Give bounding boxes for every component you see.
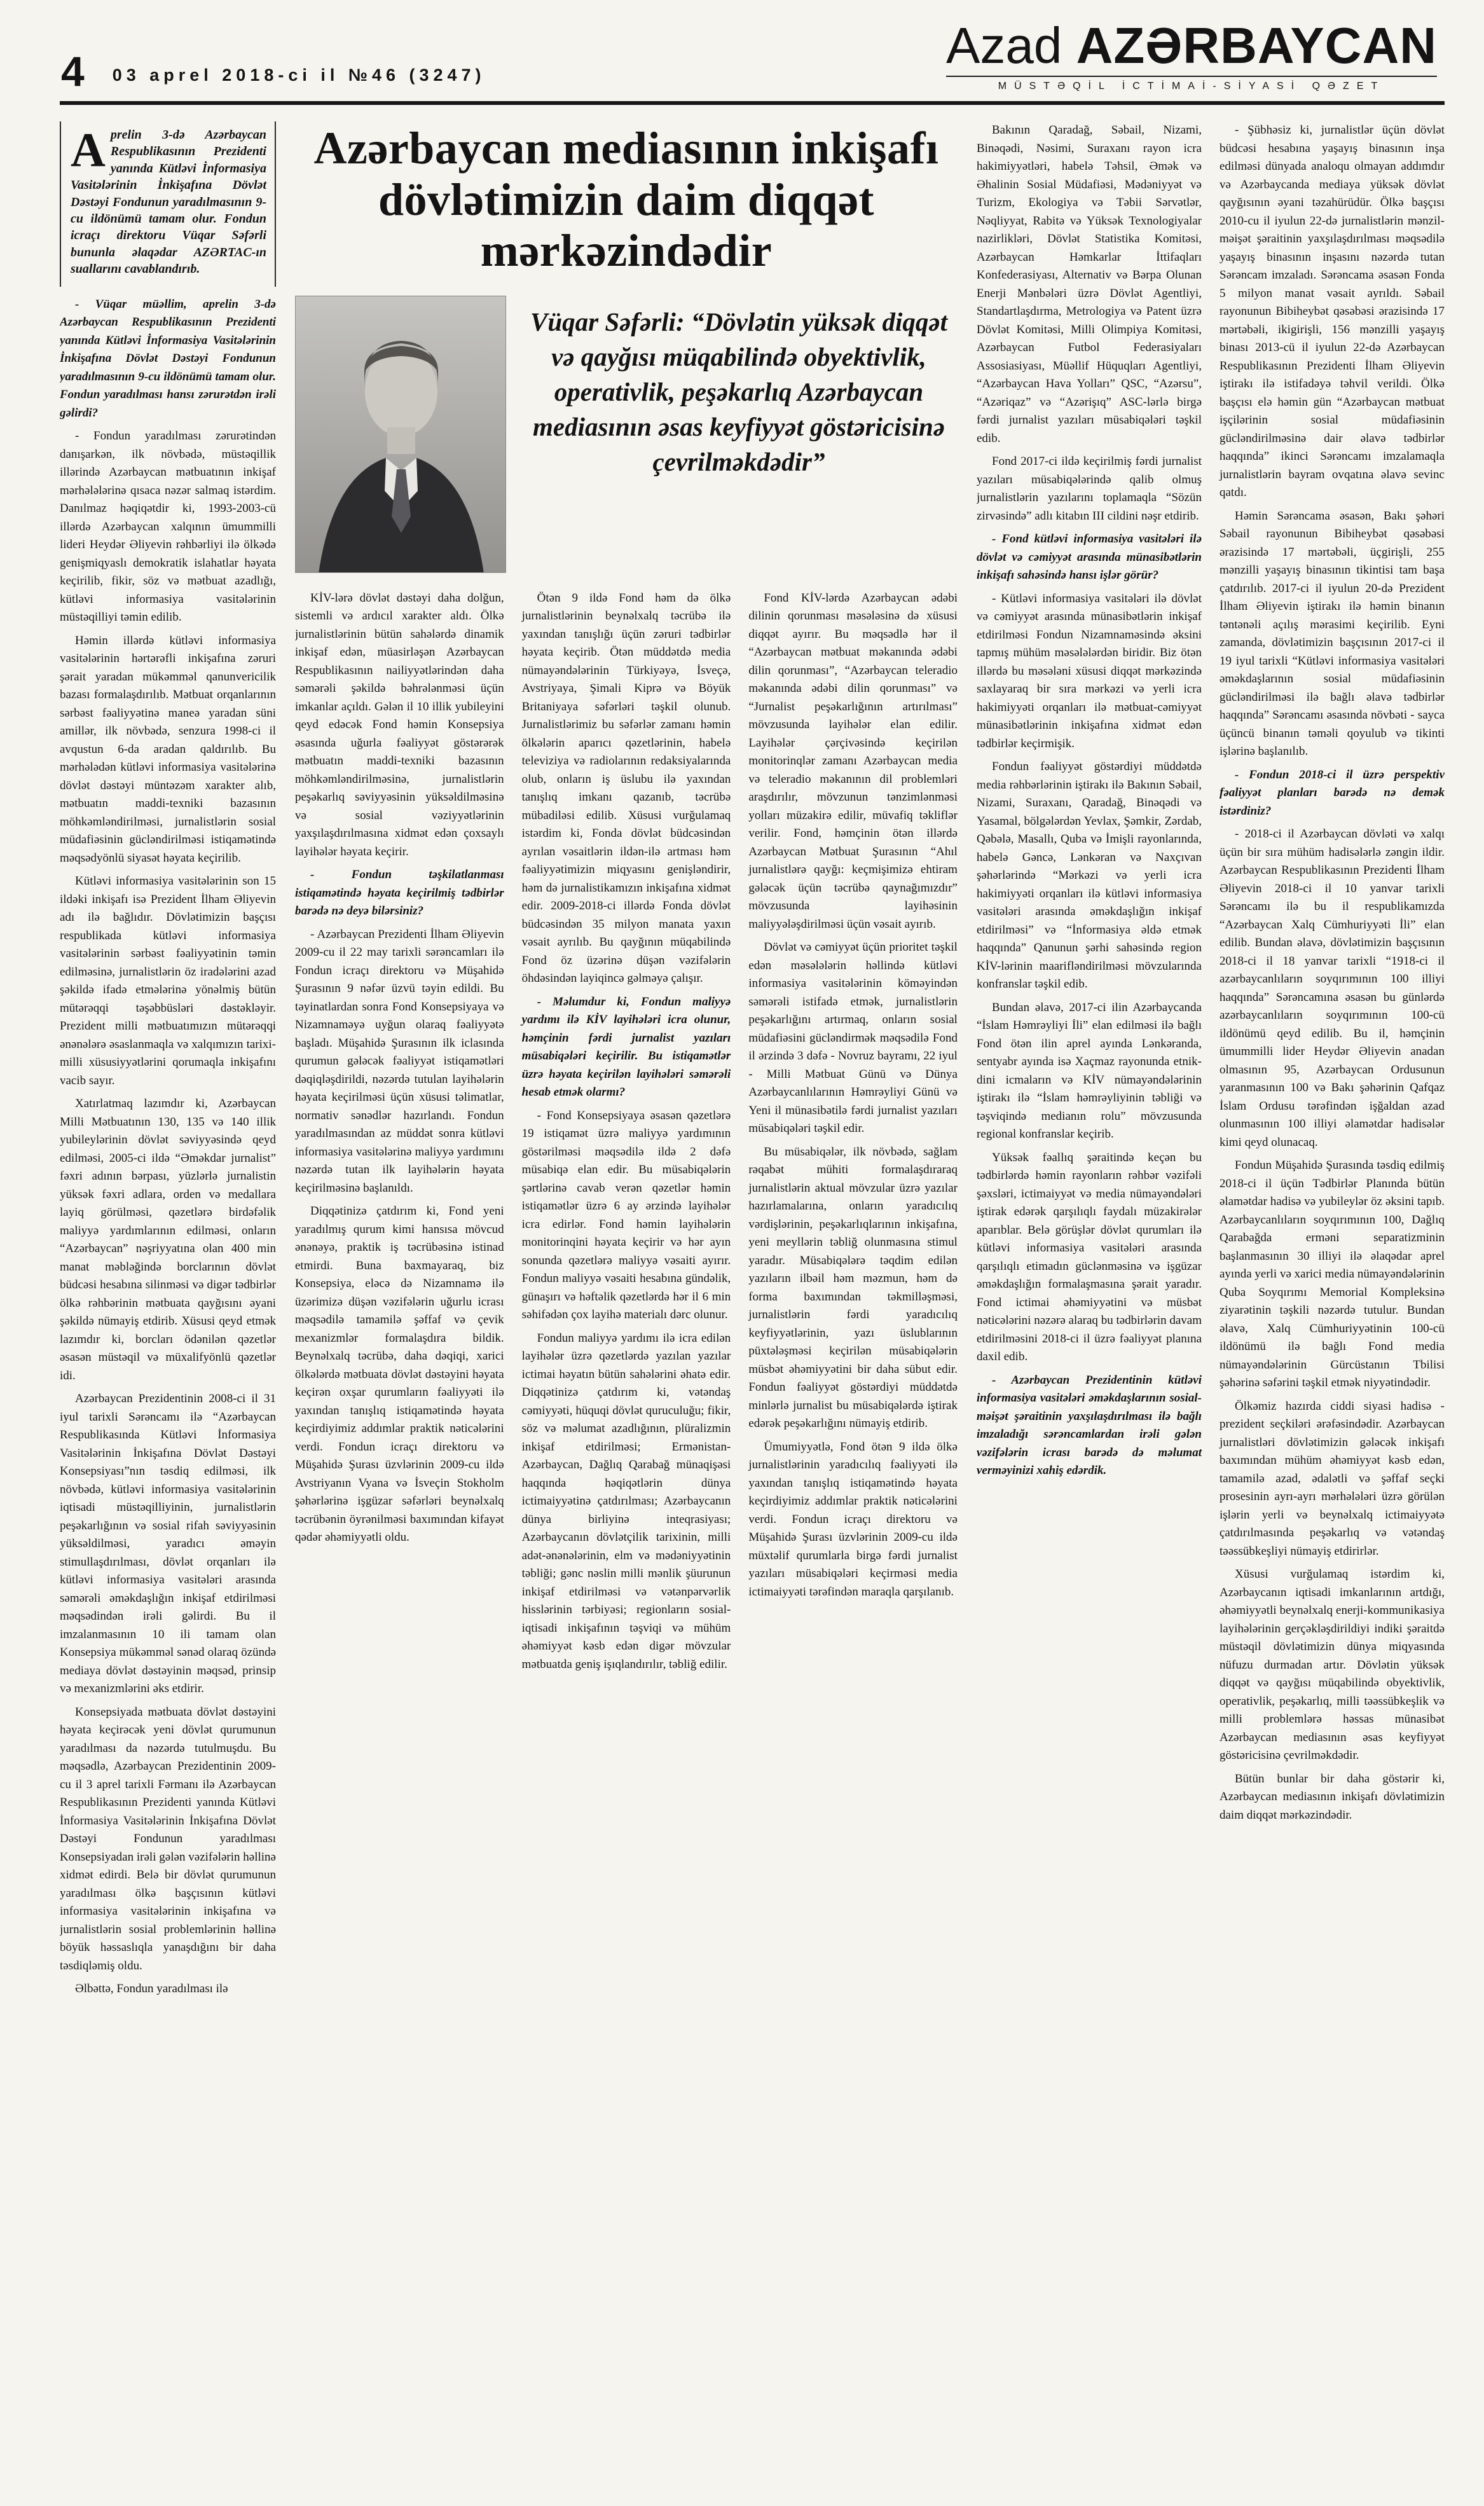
article-paragraph: Həmin illərdə kütləvi informasiya vasitələrinin hərtərəfli inkişafına zəruri şərait yaradan mükəmməl qanunvericilik bazası formalaşdırılıb. Mətbuat orqanlarının sərbəst fəaliyyətinə maneə yaradan süni amillər, ilk növbədə, senzura 1998-ci il avqustun 6-da aradan qaldırılıb. Bu mərhələdən kütləvi informasiya vasitələrinə dövlət dəstəyi müntəzəm xarakter alıb, mətbuatın maddi-texniki bazasının möhkəmləndirilməsi, jurnalistlərin sosial müdafiəsinin gücləndirilməsi istiqamətində məqsədyönlü siyasət həyata keçirilib. [60,633,276,865]
interview-question: - Fond kütləvi informasiya vasitələri ilə dövlət və cəmiyyət arasında münasibətlərin inkişafı sahəsində hansı işlər görür? [977,532,1202,582]
newspaper-subtitle: MÜSTƏQİL İCTİMAİ-SİYASİ QƏZET [946,76,1437,92]
article-paragraph: Bundan əlavə, 2017-ci ilin Azərbaycanda “İslam Həmrəyliyi İli” elan edilməsi ilə bağlı Fond ötən ilin aprel ayında Lənkəranda, sentyabr ayında isə Xaçmaz rayonunda etnik-dini icmaların və KİV nümayəndələrinin iştirakı ilə “İslam həmrəyliyinin təbliği və təşviqində medianın rolu” mövzusunda regional konfranslar keçirib. [977,1000,1202,1141]
article-paragraph: Ölkəmiz hazırda ciddi siyasi hadisə - prezident seçkiləri ərəfəsindədir. Azərbaycan jurnalistləri dövlətimizin gələcək inkişafı baxımından mühüm əhəmiyyət kəsb edən, tamamilə azad, ədalətli və şəffaf seçki prosesinin ayrı-ayrı mərhələləri üzrə görülən işlərin yerli və beynəlxalq ictimaiyyətə çatdırılmasında peşəkarlıq və vətəndaş təəssübkeşliyi nümayiş etdirirlər. [1219,1399,1445,1558]
article-body [60,121,1445,2436]
interview-question: - Məlumdur ki, Fondun maliyyə yardımı ilə KİV layihələri icra olunur, həmçinin fərdi jurnalist yazıları müsabiqələri keçirilir. Bu istiqamətlər üzrə həyata keçirilən layihələri səmərəli hesab etmək olarmı? [521,995,731,1099]
article-lead: Aprelin 3-də Azərbaycan Respublikasının Prezidenti yanında Kütləvi İnformasiya Vasitələrinin İnkişafına Dövlət Dəstəyi Fondunun yaradılmasının 9-cu ildönümü tamam olur. Fondun icraçı direktoru Vüqar Səfərli bununla əlaqədar AZƏRTAC-ın suallarını cavablandırıb. [60,121,276,287]
article-paragraph: Yüksək fəallıq şəraitində keçən bu tədbirlərdə həmin rayonların rəhbər vəzifəli şəxsləri, ictimaiyyət və media nümayəndələri iştirak edərək qarşılıqlı faydalı müzakirələr aparıblar. Belə görüşlər dövlət qurumları ilə kütləvi informasiya vasitələri arasında qarşılıqlı etimadın güclənməsinə və işgüzar əməkdaşlığın formalaşmasına şərait yaradır. Fond ictimai əhəmiyyətini və müsbət nəticələrini nəzərə alaraq bu tədbirlərin davam etdirilməsini 2018-ci il üzrə fəaliyyət planına daxil edib. [977,1150,1202,1363]
pull-quote-text: “Dövlətin yüksək diqqət və qayğısı müqabilində obyektivlik, operativlik, peşəkarlıq Azərbaycan mediasının əsas keyfiyyət göstəricisinə çevrilməkdədir” [533,306,947,476]
article-paragraph: Azərbaycan Prezidentinin 2008-ci il 31 iyul tarixli Sərəncamı ilə “Azərbaycan Respublikasında Kütləvi İnformasiya Vasitələrinin İnkişafına Dövlət Dəstəyi Konsepsiyası”nın təsdiq edilməsi, ilk növbədə, kütləvi informasiya vasitələrinin iqtisadi müstəqilliyinin, jurnalistlərin peşəkarlığının və sosial rifah səviyyəsinin yüksəldilməsi, yaradıcı əməyin stimullaşdırılması, dövlət orqanları ilə kütləvi informasiya vasitələri arasında səmərəli əməkdaşlığın inkişaf etdirilməsi məqsədindən irəli gəlirdi. Bu il imzalanmasının 10 ili tamam olan Konsepsiya mükəmməl sənəd olaraq özündə mediaya dövlət dəstəyinin məqsəd, prinsip və mexanizmlərini əks etdirir. [60,1392,276,1696]
article-paragraph: - Fondun yaradılması zərurətindən danışarkən, ilk növbədə, müstəqillik illərində Azərbaycan mətbuatının inkişaf mərhələlərinə qısaca nəzər salmaq istərdim. Danılmaz həqiqətdir ki, 1993-2003-cü illərdə Azərbaycan xalqının ümummilli lideri Heydər Əliyevin rəhbərliyi ilə ölkədə genişmiqyaslı demokratik islahatlar həyata keçirilib, fikir, söz və mətbuat azadlığı, kütləvi informasiya vasitələrinin müstəqilliyi təmin edilib. [60,429,276,624]
article-paragraph: KİV-lərə dövlət dəstəyi daha dolğun, sistemli və ardıcıl xarakter aldı. Ölkə jurnalistlərinin bütün sahələrdə dinamik inkişaf edən, müasirləşən Azərbaycan Respublikasının nailiyyətlərindən daha səmərəli şəkildə bəhrələnməsi üçün imkanlar açıldı. Gələn il 10 illik yubileyini qeyd edəcək Fond həmin Konsepsiya əsasında uğurla fəaliyyət göstərərək mətbuatın maddi-texniki bazasının möhkəmləndirilməsinə, jurnalistlərin peşəkarlıq səviyyəsinin yüksəldilməsinə və sosial vəziyyətlərinin yaxşılaşdırılmasına xidmət edən çoxsaylı layihələr həyata keçirir. [295,591,504,858]
dateline: 03 aprel 2018-ci il №46 (3247) [112,65,486,85]
newspaper-title [946,17,1437,74]
column-left [60,121,276,2436]
column-right [977,121,1445,2436]
header-left [61,48,486,95]
interview-question: - Vüqar müəllim, aprelin 3-də Azərbaycan Respublikasının Prezidenti yanında Kütləvi İnformasiya Vasitələrinin İnkişafına Dövlət Dəstəyi Fondunun yaradılmasının 9-cu ildönümü tamam olur. Fondun yaradılması hansı zərurətdən irəli gəlirdi? [60,297,276,420]
feature-block [295,296,958,573]
left-column-text [60,296,276,1999]
page-header [60,17,1445,99]
interview-question: - Fondun 2018-ci il üzrə perspektiv fəaliyyət planları barədə nə demək istərdiniz? [1219,768,1445,818]
article-paragraph: - Şübhəsiz ki, jurnalistlər üçün dövlət büdcəsi hesabına yaşayış binasının inşa edilməsi dünyada analoqu olmayan addımdır və Azərbaycanda mediaya yüksək dövlət qayğısının əyani təzahürüdür. Ölkə başçısı 2010-cu il iyulun 22-də jurnalistlərin mənzil-məişət şəraitinin yaxşılaşdırılması məqsədilə yaşayış binasının inşasını nəzərdə tutan Sərəncam imzaladı. Sərəncama əsasən Fonda 5 milyon manat vəsait ayrıldı. Səbail rayonunun Bibiheybət qəsəbəsi ərazisində 17 mərtəbəli, ikigirişli, 156 mənzilli yaşayış binası 2013-cü il iyulun 22-də Azərbaycan Respublikasının Prezidenti İlham Əliyevin iştirakı ilə istifadəyə təhvil verildi. Ölkə başçısı elə həmin gün “Azərbaycan mətbuat işçilərinin sosial müdafiəsinin gücləndirilməsinə dair əlavə tədbirlər haqqında” ikinci Sərəncamı imzalamaqla jurnalistlərin bayram ovqatına əlavə sevinc qatdı. [1219,123,1445,499]
article-paragraph: Konsepsiyada mətbuata dövlət dəstəyini həyata keçirəcək yeni dövlət qurumunun yaradılması da nəzərdə tutulmuşdu. Bu məqsədlə, Azərbaycan Prezidentinin 2009-cu il 3 aprel tarixli Fərmanı ilə Azərbaycan Respublikasının Prezidenti yanında Kütləvi İnformasiya Vasitələrinin İnkişafına Dövlət Dəstəyi Fondunun yaradılması Konsepsiyadan irəli gələn vəzifələrin həllinə xidmət edirdi. Belə bir dövlət qurumunun yaradılması ölkə başçısının kütləvi informasiya vasitələrinin inkişafına və jurnalistlərin sosial problemlərinin həllinə böyük həssaslıqla yanaşdığını bir daha təsdiqləmiş oldu. [60,1705,276,1972]
article-paragraph: Xüsusi vurğulamaq istərdim ki, Azərbaycanın iqtisadi imkanlarının artdığı, əhəmiyyətli beynəlxalq enerji-kommunikasiya layihələrinin gerçəkləşdirildiyi indiki şəraitdə müstəqil dövlətimizin dünya miqyasında nüfuzu durmadan artır. Dövlətin yüksək diqqət və qayğısı müqabilində obyektivlik, operativlik, peşəkarlıq, milli təəssübkeşlik və milli problemlərə həssas münasibət Azərbaycan mediasının əsas keyfiyyət göstəricisinə çevrilməkdədir. [1219,1567,1445,1762]
article-paragraph: Həmin Sərəncama əsasən, Bakı şəhəri Səbail rayonunun Bibiheybət qəsəbəsi ərazisində 17 mərtəbəli, üçgirişli, 255 mənzilli yaşayış binasının tikintisi tam başa çatdırılıb. 2017-ci il iyulun 20-də Prezident İlham Əliyevin iştirakı ilə həmin binanın təntənəli açılış mərasimi keçirilib. Eyni zamanda, dövlətimizin başçısının 2017-ci il 19 iyul tarixli “Kütləvi informasiya vasitələri əməkdaşlarının sosial müdafiəsinin gücləndirilməsi ilə bağlı əlavə tədbirlər haqqında” Sərəncamı əsasında növbəti - sayca üçüncü binanın təməli qoyulub və tikinti işlərinə başlanılıb. [1219,509,1445,758]
pull-quote [523,296,958,479]
article-paragraph: Fondun Müşahidə Şurasında təsdiq edilmiş 2018-ci il üçün Tədbirlər Planında bütün əlamətdar hadisə və yubileylər öz əksini tapıb. Azərbaycanlıların soyqırımının 100, Dağlıq Qarabağda erməni separatizminin başlanmasının 30 illiyi ilə əlaqədar aprel ayında yerli və xarici media nümayəndələrinin Quba Soyqırımı Memorial Kompleksinə ziyarətinin təşkili nəzərdə tutulur. Bundan əlavə, Xalq Cümhuriyyətinin 100-cü ildönümü ilə bağlı Fond media nümayəndələrinin Gürcüstanın Tbilisi şəhərinə səfərini təşkil etmək niyyətindədir. [1219,1159,1445,1389]
article-paragraph: Xatırlatmaq lazımdır ki, Azərbaycan Milli Mətbuatının 130, 135 və 140 illik yubileylərinin dövlət səviyyəsində qeyd edilməsi, 2005-ci ildə “Əməkdar jurnalist” fəxri adının bərpası, yüzlərlə jurnalistin yüksək fəxri adlara, orden və medallara layiq görülməsi, qəzetlərə birdəfəlik maliyyə yardımlarının edilməsi, onların “Azərbaycan” nəşriyyatına olan 400 min manat məbləğində borclarının dövlət büdcəsi hesabına silinməsi və digər tədbirlər ölkə rəhbərinin mətbuata qayğısını əyani şəkildə nümayiş etdirib. Xüsusi qeyd etmək lazımdır ki, borcları ödənilən qəzetlər əsasən müstəqil və müxalifyönlü qəzetlər idi. [60,1097,276,1382]
masthead [946,17,1442,92]
article-main [295,121,958,2436]
article-headline: Azərbaycan mediasının inkişafı dövlətimizin daim diqqət mərkəzindədir [313,123,939,277]
article-paragraph: Ümumiyyətlə, Fond ötən 9 ildə ölkə jurnalistlərinin yaradıcılıq fəaliyyəti ilə yaxından tanışlıq istiqamətində həyata keçirdiyimiz addımlar praktik nəticələrini verdi. Fondun icraçı direktoru və Müşahidə Şurası üzvlərinin 2009-cu ildə müxtəlif qurumlarla birgə fərdi jurnalist yazıları müsabiqələri keçirməsi media ictimaiyyəti tərəfindən maraqla qarşılanıb. [748,1440,958,1599]
middle-columns-text [295,589,958,2414]
portrait-photo-placeholder [296,296,506,573]
newspaper-title-light: Azad [946,17,1062,74]
article-paragraph: Əlbəttə, Fondun yaradılması ilə [75,1982,228,1996]
newspaper-title-bold: AZƏRBAYCAN [1076,17,1437,74]
pull-quote-attribution: Vüqar Səfərli: [530,306,685,336]
article-paragraph: - 2018-ci il Azərbaycan dövləti və xalqı üçün bir sıra mühüm hadisələrlə zəngin ildir. Azərbaycan Respublikasının Prezidenti İlham Əliyevin 2018-ci il 10 yanvar tarixli Sərəncamı ilə bu il respublikamızda “Azərbaycan Xalq Cümhuriyyəti İli” elan edilib. Bundan əlavə, dövlətimizin başçısının 2018-ci il 18 yanvar tarixli “1918-ci il azərbaycanlıların soyqırımının 100 illiyi haqqında” Sərəncamına əsasən bu günlərdə azərbaycanlıların soyqırımının 100-cü ildönümü qeyd edilib. Bu il, həmçinin ümummilli lider Heydər Əliyevin anadan olmasının 95, Azərbaycan Ordusunun yaranmasının 100 və Bakı şəhərinin Qafqaz İslam Ordusu tərəfindən işğaldan azad olunmasının 100 illiyi əlamətdar hadisələr kimi qeyd olunacaq. [1219,827,1445,1149]
article-paragraph: Kütləvi informasiya vasitələrinin son 15 ildəki inkişafı isə Prezident İlham Əliyevin adı ilə bağlıdır. Dövlətimizin başçısı respublikada kütləvi informasiya vasitələrinin sərbəst fəaliyyətinin təmin edilməsinə, jurnalistlərin öz iradələrini azad şəkildə ifadə etmələrinə yönəlmiş bütün mütərəqqi təşəbbüsləri dəstəkləyir. Prezident milli mətbuatımızın mütərəqqi ənənələrə əsaslanmaqla və xalqımızın tarixi-milli xüsusiyyətlərini qorumaqla inkişafını vacib sayır. [60,874,276,1087]
header-divider [60,101,1445,105]
article-paragraph: Ötən 9 ildə Fond həm də ölkə jurnalistlərinin beynəlxalq təcrübə ilə yaxından tanışlığı üçün zəruri tədbirlər həyata keçirib. Ötən müddətdə media nümayəndələrinin Türkiyəyə, İsveçə, Avstriyaya, Şimali Kiprə və Böyük Britaniyaya səfərləri təşkil olunub. Jurnalistlərimiz bu səfərlər zamanı həmin ölkələrin aparıcı qəzetlərinin, habelə televiziya və radiolarının redaksiyalarında olub, onların iş üslubu ilə yaxından tanışlıq imkanı qazanıb, təcrübə mübadiləsi edilib. Xüsusi vurğulamaq istərdim ki, Fonda dövlət büdcəsindən ayrılan vəsaitlərin ildən-ilə artması həm fəaliyyətimizin miqyasını genişləndirir, həm də jurnalistikamızın inkişafına xidmət edir. 2009-2018-ci illərdə Fonda dövlət büdcəsindən 35 milyon manata yaxın vəsait ayrılıb. Bu qayğının müqabilində Fond öz üzərinə düşən vəzifələrin öhdəsindən layiqincə gəlməyə çalışır. [521,591,731,986]
article-paragraph: Diqqətinizə çatdırım ki, Fond yeni yaradılmış qurum kimi hansısa mövcud ənənəyə, praktik iş təcrübəsinə istinad etmirdi. Buna baxmayaraq, biz Konsepsiya, eləcə də Nizamnamə ilə üzərimizə düşən vəzifələrin uğurlu icrası məqsədilə tamamilə şəffaf və çevik mexanizmlər formalaşdıra bildik. Beynəlxalq təcrübə, daha dəqiqi, xarici ölkələrdə mətbuata dövlət dəstəyini həyata keçirən oxşar qurumların fəaliyyəti ilə yaxından tanışlıq istiqamətində həyata keçirdiyimiz addımlar praktik nəticələrini verdi. Fondun icraçı direktoru və Müşahidə Şurası üzvlərinin 2009-cu ildə Avstriyanın Vyana və İsveçin Stokholm şəhərlərinə işgüzar səfərləri beynəlxalq təcrübənin öyrənilməsi baxımından kifayət qədər əhəmiyyətli oldu. [295,1204,504,1545]
interview-question: - Azərbaycan Prezidentinin kütləvi informasiya vasitələri əməkdaşlarının sosial-məişət şəraitinin yaxşılaşdırılması ilə bağlı imzaladığı sərəncamlardan irəli gələn vəzifələrin icrası barədə də məlumat verməyinizi xahiş edərdik. [977,1373,1202,1477]
article-paragraph: - Azərbaycan Prezidenti İlham Əliyevin 2009-cu il 22 may tarixli sərəncamları ilə Fondun icraçı direktoru və Müşahidə Şurasının 9 nəfər üzvü təyin edildi. Bu təyinatlardan sonra Fond Konsepsiyaya və Nizamnaməyə uyğun olaraq fəaliyyətə başladı. Müşahidə Şurasının ilk iclasında qurumun gələcək fəaliyyət istiqamətləri dəqiqləşdirildi, nəzərdə tutulan layihələrin həyata keçirilməsi üçün xüsusi təlimatlar, normativ sənədlər hazırlandı. Fondun yaradılmasından az müddət sonra kütləvi informasiya vasitələrinə maliyyə yardımını nəzərdə tutan ilk layihələrin həyata keçirilməsinə başlanıldı. [295,927,504,1195]
article-paragraph: Fondun maliyyə yardımı ilə icra edilən layihələr üzrə qəzetlərdə yazılan yazılar ictimai həyatın bütün sahələrini əhatə edir. Diqqətinizə çatdırım ki, vətəndaş cəmiyyəti, hüquqi dövlət quruculuğu; fikir, söz və məlumat azadlığının, plüralizmin inkişaf etdirilməsi; Ermənistan-Azərbaycan, Dağlıq Qarabağ münaqişəsi haqqında həqiqətlərin dünya ictimaiyyətinə çatdırılması; Azərbaycanın dünya birliyinə inteqrasiyası; Azərbaycanın dövlətçilik tarixinin, milli adət-ənənələrinin, elm və mədəniyyətinin təbliği; gənc nəslin milli mənlik şüurunun inkişaf etdirilməsi və vətənpərvərlik hisslərinin tərbiyəsi; regionların sosial-iqtisadi inkişafının təşviqi və mühüm əhəmiyyət kəsb edən digər mövzular mətbuatda geniş işıqlandırılır, təbliğ edilir. [521,1331,731,1671]
article-paragraph: Fond 2017-ci ildə keçirilmiş fərdi jurnalist yazıları müsabiqələrində qalib olmuş jurnalistlərin yazılarını toplamaqla “Sözün zirvəsində” adlı kitabın III cildini nəşr etdirib. [977,455,1202,523]
article-paragraph: Fond KİV-lərdə Azərbaycan ədəbi dilinin qorunması məsələsinə də xüsusi diqqət ayırır. Bu məqsədlə hər il “Azərbaycan mətbuat məkanında ədəbi dilin qorunması”, “Azərbaycan teleradio məkanında ədəbi dilin qorunması” və “Jurnalist peşəkarlığının artırılması” mövzusunda layihələr elan edilir. Layihələr çərçivəsində keçirilən monitorinqlər zamanı Azərbaycan media və teleradio məkanının dil problemləri araşdırılır, mövzunun tənzimlənməsi yolları müzakirə edilir, müvafiq təkliflər verilir. Fond, həmçinin ötən illərdə Azərbaycan Mətbuat Şurasının “Ahıl jurnalistlərə qayğı: keçmişimizə ehtiram gələcək üçün təcrübə qaynağımızdır” mövzusunda layihəsinin maliyyələşdirilməsi üçün vəsait ayırıb. [748,591,958,931]
article-paragraph: Bakının Qaradağ, Səbail, Nizami, Binəqədi, Nəsimi, Suraxanı rayon icra hakimiyyətləri, habelə Təhsil, Əmək və Əhalinin Sosial Müdafiəsi, Mədəniyyət və Turizm, Ekologiya və Təbii Sərvətlər, Nəqliyyat, Rabitə və Yüksək Texnologiyalar nazirlikləri, Dövlət Statistika Komitəsi, Azərbaycan Həmkarlar İttifaqları Konfederasiyası, Alternativ və Bərpa Olunan Enerji Mənbələri üzrə Dövlət Agentliyi, Standartlaşdırma, Metrologiya və Patent üzrə Dövlət Komitəsi, Milli Olimpiya Komitəsi, Azərbaycan Futbol Federasiyaları Assosiasiyası, Müəllif Hüquqları Agentliyi, “Azərbaycan Hava Yolları” QSC, “Azərsu”, “Azəriqaz” və “Azərişıq” ASC-lərlə birgə fərdi jurnalist yazıları müsabiqələri təşkil edib. [977,123,1202,445]
article-paragraph: Bütün bunlar bir daha göstərir ki, Azərbaycan mediasının inkişafı dövlətimizin daim diqqət mərkəzindədir. [1219,1772,1445,1822]
article-paragraph: Fondun fəaliyyət göstərdiyi müddətdə media rəhbərlərinin iştirakı ilə Bakının Səbail, Nizami, Suraxanı, Qaradağ, Binəqədi və Yasamal, bölgələrdən Yevlax, Şəmkir, Zərdab, Qəbələ, Masallı, Quba və İmişli rayonlarında, habelə Gəncə, Lənkəran və Naxçıvan şəhərlərində “Mərkəzi və yerli icra hakimiyyəti orqanları ilə kütləvi informasiya vasitələri arasında əməkdaşlığın inkişaf etdirilməsi” və “İnformasiya əldə etmək haqqında” Qanunun şərhi sahəsində region KİV-lərinin maarifləndirilməsi mövzularında konfranslar təşkil edib. [977,760,1202,991]
page-number: 4 [61,48,85,95]
interview-question: - Fondun təşkilatlanması istiqamətində həyata keçirilmiş tədbirlər barədə nə deyə bilərsiniz? [295,868,504,918]
article-paragraph: - Fond Konsepsiyaya əsasən qəzetlərə 19 istiqamət üzrə maliyyə yardımının göstərilməsi məqsədilə ildə 2 dəfə müsabiqə elan edir. Bu müsabiqələrin şərtlərinə cavab verən qəzetlər həmin istiqamətlər üzrə 6 ay ərzində layihələr icra edirlər. Fond həmin layihələrin monitorinqini həyata keçirir və hər ayın sonunda qəzetlərə maliyyə vəsaiti ayırır. Fondun maliyyə vəsaiti hesabına gündəlik, günaşırı və həftəlik qəzetlərdə hər il 6 min səhifədən çox layihə materialı dərc olunur. [521,1108,731,1322]
article-paragraph: Dövlət və cəmiyyət üçün prioritet təşkil edən məsələlərin həllində kütləvi informasiya vasitələrinin köməyindən səmərəli istifadə etmək, jurnalistlərin peşəkarlığını artırmaq, onların sosial müdafiəsini gücləndirmək məqsədilə Fond il ərzində 3 dəfə - Novruz bayramı, 22 iyul - Milli Mətbuat Günü və Dünya Azərbaycanlılarının Həmrəyliyi Günü və Yeni il münasibətilə fərdi jurnalist yazıları müsabiqələri təşkil edir. [748,940,958,1136]
article-paragraph: Bu müsabiqələr, ilk növbədə, sağlam rəqabət mühiti formalaşdıraraq jurnalistlərin aktual mövzular üzrə yazılar hazırlamalarına, onların yaradıcılıq vərdişlərinin, peşəkarlıqlarının inkişafına, yeni meyllərin təbliğ olunmasına stimul yaradır. Müsabiqələrə təqdim edilən yazıların ilbəil həm məzmun, həm də forma baxımından təkmilləşməsi, jurnalistlərin fərdi yaradıcılıq keyfiyyətlərinin, yazı üslublarının püxtələşməsi keçirilən müsabiqələrin müsbət əhəmiyyətini bir daha sübut edir. Fondun fəaliyyət göstərdiyi müddətdə minlərlə jurnalist bu müsabiqələrdə iştirak edərək peşəkarlığını nümayiş etdirib. [748,1145,958,1431]
photo-vugar-safarli [295,296,506,573]
article-paragraph: - Kütləvi informasiya vasitələri ilə dövlət və cəmiyyət arasında münasibətlərin inkişaf etdirilməsi Fondun Nizamnaməsində əksini tapmış mühüm məsələlərdən biridir. Biz ötən illərdə bu məsələni xüsusi diqqət mərkəzində saxlayaraq bir sıra mərkəzi və yerli icra hakimiyyəti orqanları ilə mətbuat-cəmiyyət münasibətlərinin inkişafına xidmət edən tədbirlər keçirmişik. [977,591,1202,750]
